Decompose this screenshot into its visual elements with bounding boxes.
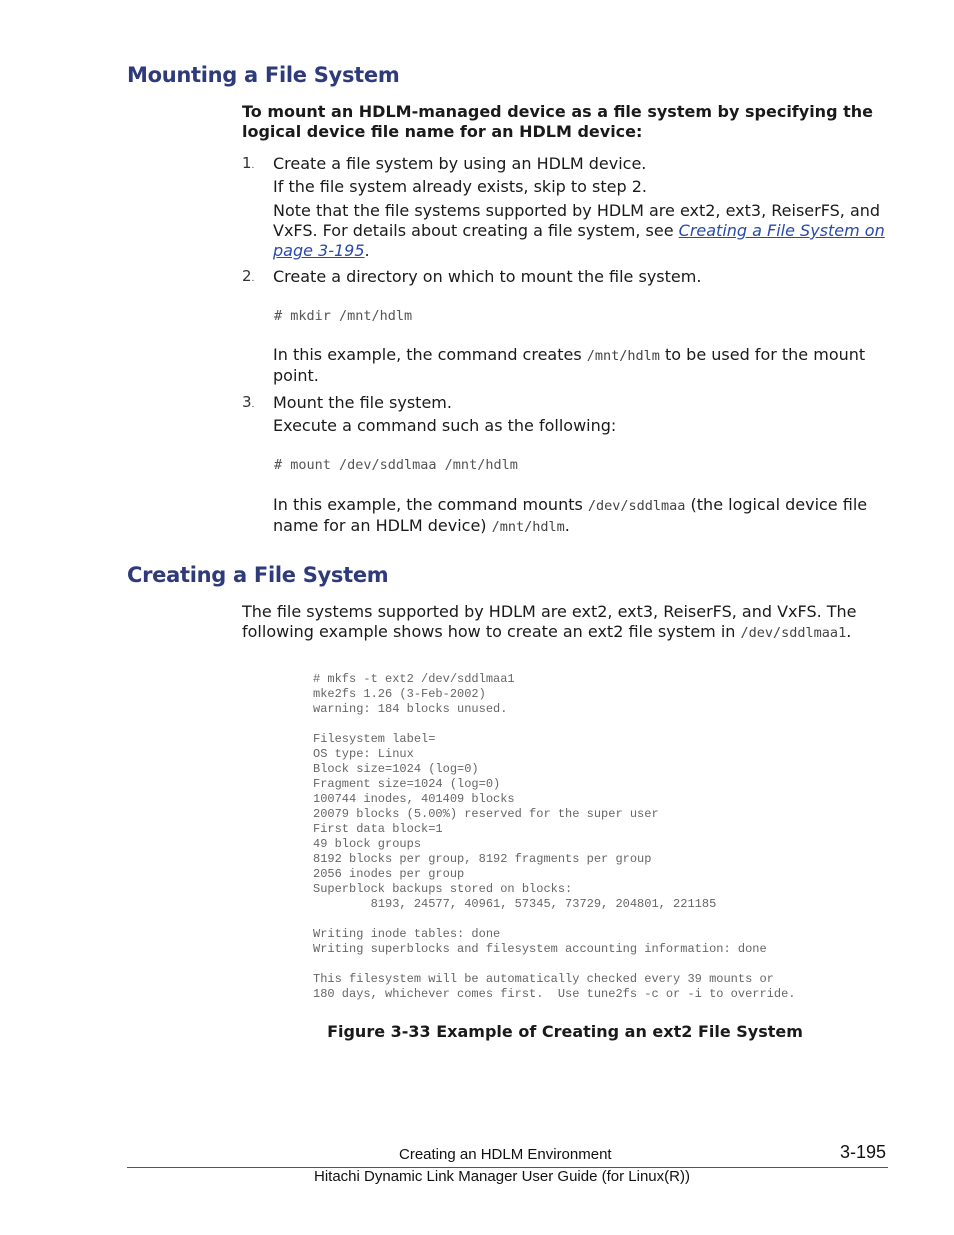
figure-mkfs-output [313, 672, 795, 1002]
figure-line: OS type: Linux [313, 747, 414, 761]
figure-line: # mkfs -t ext2 /dev/sddlmaa1 [313, 672, 515, 686]
xref-creating-file-system-link[interactable]: Creating a File System on page 3-195 [273, 221, 885, 260]
page-number: 3-195 [840, 1142, 887, 1162]
step-2-text: Create a directory on which to mount the file system. [273, 267, 702, 286]
code-mkdir: # mkdir /mnt/hdlm [274, 308, 413, 324]
figure-line: Block size=1024 (log=0) [313, 762, 479, 776]
footer-book-title: Hitachi Dynamic Link Manager User Guide (for Linux(R)) [314, 1168, 690, 1185]
step-1-note: Note that the file systems supported by HDLM are ext2, ext3, ReiserFS, and VxFS. For details about creating a file system, see Creating a File System on page 3-195. [273, 201, 885, 260]
step-3-sub: Execute a command such as the following: [273, 416, 617, 435]
step-2-explanation: In this example, the command creates /mnt/hdlm to be used for the mount point. [273, 345, 866, 385]
step-number-3: 3. [242, 393, 255, 411]
figure-line: Fragment size=1024 (log=0) [313, 777, 501, 791]
figure-line: 8192 blocks per group, 8192 fragments per group [313, 852, 652, 866]
figure-line: 8193, 24577, 40961, 57345, 73729, 204801, 221185 [313, 897, 717, 911]
section-2-paragraph: The file systems supported by HDLM are ext2, ext3, ReiserFS, and VxFS. The following example shows how to create an ext2 file system in /dev/sddlmaa1. [242, 602, 857, 641]
figure-line: mke2fs 1.26 (3-Feb-2002) [313, 687, 486, 701]
step-3-explanation: In this example, the command mounts /dev/sddlmaa (the logical device file name for an HDLM device) /mnt/hdlm. [273, 495, 868, 535]
step-number-2: 2. [242, 267, 255, 285]
inline-code-mnt-hdlm-2: /mnt/hdlm [491, 519, 565, 535]
figure-line: Writing inode tables: done [313, 927, 501, 941]
code-mount: # mount /dev/sddlmaa /mnt/hdlm [274, 457, 518, 473]
figure-line: 100744 inodes, 401409 blocks [313, 792, 515, 806]
figure-line [313, 957, 795, 972]
inline-code-dev-sddlmaa1: /dev/sddlmaa1 [740, 625, 847, 641]
figure-line: 180 days, whichever comes first. Use tune2fs -c or -i to override. [313, 987, 796, 1001]
step-3-text: Mount the file system. [273, 393, 452, 412]
step-1-text: Create a file system by using an HDLM device. [273, 154, 647, 173]
figure-line: Writing superblocks and filesystem accounting information: done [313, 942, 767, 956]
section-heading-mounting: Mounting a File System [127, 63, 400, 87]
figure-line: 49 block groups [313, 837, 422, 851]
section-heading-creating: Creating a File System [127, 563, 389, 587]
figure-line: Filesystem label= [313, 732, 436, 746]
step-1-skip-note: If the file system already exists, skip to step 2. [273, 177, 647, 196]
figure-line: This filesystem will be automatically checked every 39 mounts or [313, 972, 774, 986]
figure-line [313, 912, 795, 927]
inline-code-mnt-hdlm: /mnt/hdlm [586, 348, 660, 364]
figure-line: Superblock backups stored on blocks: [313, 882, 573, 896]
figure-line: warning: 184 blocks unused. [313, 702, 508, 716]
procedure-intro: To mount an HDLM-managed device as a file system by specifying the logical device file name for an HDLM device: [242, 102, 873, 141]
figure-line [313, 717, 795, 732]
figure-line: 2056 inodes per group [313, 867, 465, 881]
figure-line: First data block=1 [313, 822, 443, 836]
footer-chapter: Creating an HDLM Environment [399, 1146, 612, 1163]
inline-code-dev-sddlmaa: /dev/sddlmaa [587, 498, 686, 514]
figure-caption: Figure 3-33 Example of Creating an ext2 File System [327, 1022, 803, 1041]
step-number-1: 1. [242, 154, 255, 172]
figure-line: 20079 blocks (5.00%) reserved for the super user [313, 807, 659, 821]
